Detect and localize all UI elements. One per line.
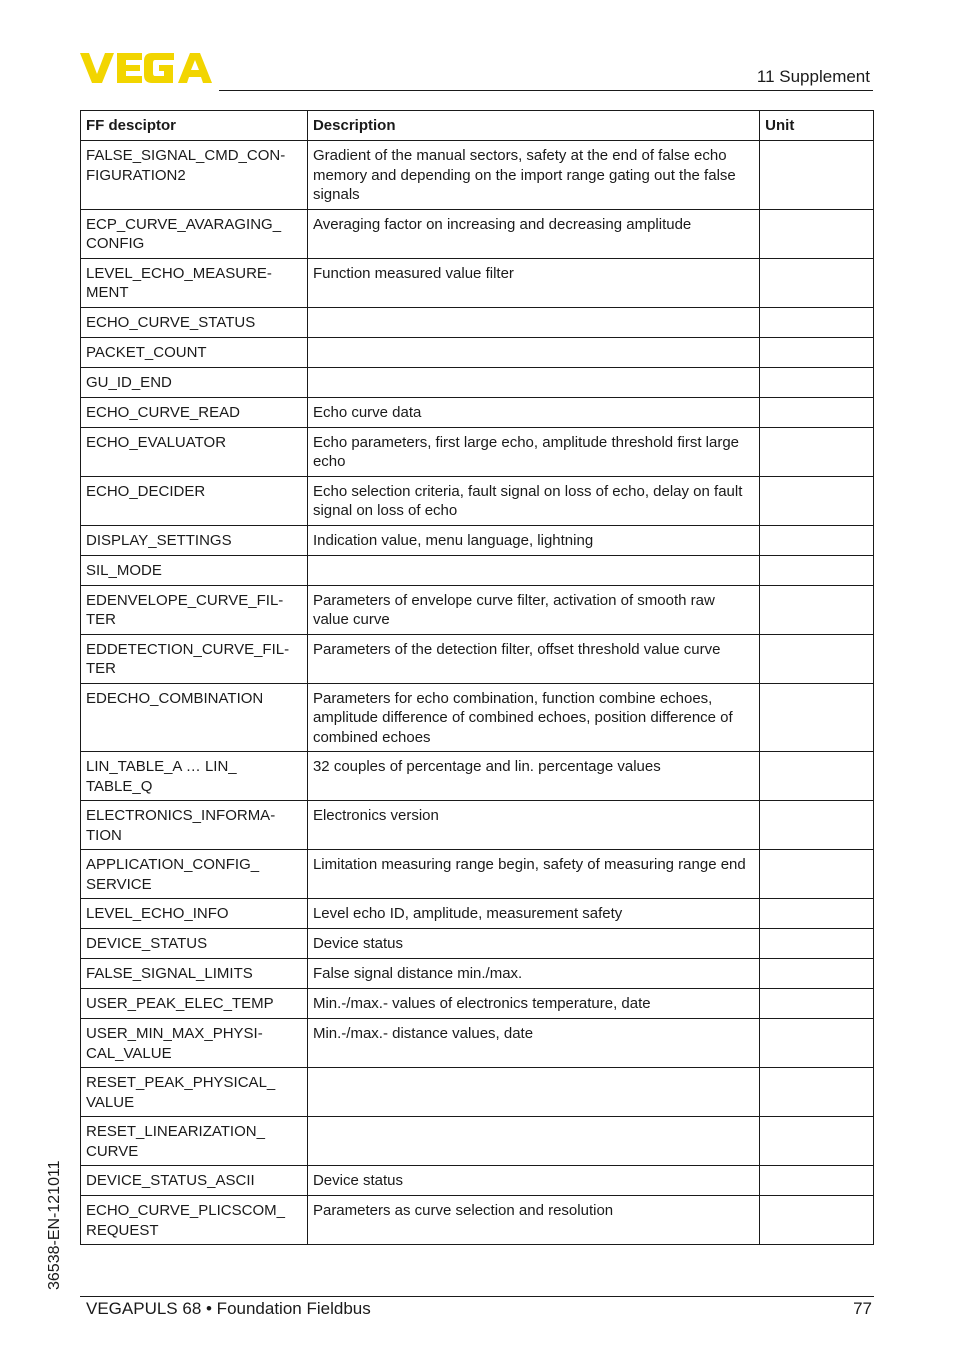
vega-logo	[80, 50, 212, 86]
descriptor-cell: ECHO_CURVE_PLICSCOM_ REQUEST	[81, 1196, 308, 1245]
description-cell	[307, 367, 759, 397]
description-cell: Parameters of the detection filter, offset threshold value curve	[307, 634, 759, 683]
description-cell: Gradient of the manual sectors, safety at the end of false echo memory and depending on the import range gating out the false signals	[307, 141, 759, 210]
table-row	[81, 850, 874, 899]
unit-cell	[760, 850, 874, 899]
table-row	[81, 141, 874, 210]
descriptor-cell: DEVICE_STATUS_ASCII	[81, 1166, 308, 1196]
unit-cell	[760, 801, 874, 850]
column-header-description: Description	[307, 111, 759, 141]
description-cell: Level echo ID, amplitude, measurement safety	[307, 899, 759, 929]
unit-cell	[760, 634, 874, 683]
descriptor-cell: DEVICE_STATUS	[81, 929, 308, 959]
unit-cell	[760, 989, 874, 1019]
page-number: 77	[853, 1299, 872, 1318]
footer-divider	[80, 1296, 874, 1297]
description-cell: Function measured value filter	[307, 258, 759, 307]
footer-title: VEGAPULS 68 • Foundation Fieldbus	[86, 1299, 371, 1318]
description-cell: Parameters as curve selection and resolution	[307, 1196, 759, 1245]
descriptor-cell: EDECHO_COMBINATION	[81, 683, 308, 752]
header-divider	[219, 90, 873, 91]
table-row	[81, 683, 874, 752]
column-header-descriptor: FF desciptor	[81, 111, 308, 141]
description-cell: 32 couples of percentage and lin. percentage values	[307, 752, 759, 801]
unit-cell	[760, 752, 874, 801]
description-cell	[307, 337, 759, 367]
descriptor-cell: RESET_LINEARIZATION_ CURVE	[81, 1117, 308, 1166]
unit-cell	[760, 929, 874, 959]
ff-descriptor-table	[80, 110, 874, 1245]
unit-cell	[760, 367, 874, 397]
table-row	[81, 209, 874, 258]
table-row	[81, 307, 874, 337]
column-header-unit: Unit	[760, 111, 874, 141]
descriptor-cell: DISPLAY_SETTINGS	[81, 525, 308, 555]
descriptor-cell: USER_PEAK_ELEC_TEMP	[81, 989, 308, 1019]
document-code: 36538-EN-121011	[46, 1160, 63, 1290]
description-cell: Echo selection criteria, fault signal on loss of echo, delay on fault signal on loss of echo	[307, 476, 759, 525]
description-cell: Min.-/max.- values of electronics temperature, date	[307, 989, 759, 1019]
description-cell: False signal distance min./max.	[307, 959, 759, 989]
table-row	[81, 634, 874, 683]
unit-cell	[760, 337, 874, 367]
table-row	[81, 1196, 874, 1245]
table-row	[81, 1166, 874, 1196]
table-row	[81, 989, 874, 1019]
description-cell: Limitation measuring range begin, safety of measuring range end	[307, 850, 759, 899]
table-row	[81, 337, 874, 367]
description-cell: Parameters for echo combination, function combine echoes, amplitude difference of combined echoes, position difference of combined echoes	[307, 683, 759, 752]
unit-cell	[760, 141, 874, 210]
descriptor-cell: FALSE_SIGNAL_LIMITS	[81, 959, 308, 989]
descriptor-cell: SIL_MODE	[81, 555, 308, 585]
unit-cell	[760, 555, 874, 585]
description-cell	[307, 307, 759, 337]
descriptor-cell: ELECTRONICS_INFORMA- TION	[81, 801, 308, 850]
descriptor-cell: USER_MIN_MAX_PHYSI- CAL_VALUE	[81, 1019, 308, 1068]
descriptor-cell: GU_ID_END	[81, 367, 308, 397]
table-row	[81, 476, 874, 525]
table-row	[81, 959, 874, 989]
descriptor-cell: FALSE_SIGNAL_CMD_CON- FIGURATION2	[81, 141, 308, 210]
descriptor-cell: ECHO_EVALUATOR	[81, 427, 308, 476]
descriptor-cell: EDDETECTION_CURVE_FIL- TER	[81, 634, 308, 683]
unit-cell	[760, 959, 874, 989]
descriptor-cell: ECHO_CURVE_STATUS	[81, 307, 308, 337]
unit-cell	[760, 397, 874, 427]
descriptor-cell: ECHO_DECIDER	[81, 476, 308, 525]
table-row	[81, 585, 874, 634]
descriptor-cell: LIN_TABLE_A … LIN_ TABLE_Q	[81, 752, 308, 801]
unit-cell	[760, 683, 874, 752]
unit-cell	[760, 1196, 874, 1245]
unit-cell	[760, 1068, 874, 1117]
descriptor-cell: APPLICATION_CONFIG_ SERVICE	[81, 850, 308, 899]
description-cell: Averaging factor on increasing and decreasing amplitude	[307, 209, 759, 258]
description-cell	[307, 555, 759, 585]
description-cell: Echo parameters, first large echo, amplitude threshold first large echo	[307, 427, 759, 476]
unit-cell	[760, 1117, 874, 1166]
table-body	[81, 141, 874, 1245]
unit-cell	[760, 307, 874, 337]
unit-cell	[760, 525, 874, 555]
unit-cell	[760, 209, 874, 258]
description-cell: Electronics version	[307, 801, 759, 850]
unit-cell	[760, 427, 874, 476]
descriptor-cell: PACKET_COUNT	[81, 337, 308, 367]
description-cell: Device status	[307, 929, 759, 959]
vega-logo-mark	[80, 50, 212, 86]
table-row	[81, 1068, 874, 1117]
table-row	[81, 801, 874, 850]
table-header-row	[81, 111, 874, 141]
description-cell: Indication value, menu language, lightning	[307, 525, 759, 555]
descriptor-cell: ECP_CURVE_AVARAGING_ CONFIG	[81, 209, 308, 258]
table-row	[81, 427, 874, 476]
unit-cell	[760, 899, 874, 929]
descriptor-cell: EDENVELOPE_CURVE_FIL- TER	[81, 585, 308, 634]
table-row	[81, 1117, 874, 1166]
table-row	[81, 258, 874, 307]
descriptor-cell: RESET_PEAK_PHYSICAL_ VALUE	[81, 1068, 308, 1117]
description-cell: Parameters of envelope curve filter, activation of smooth raw value curve	[307, 585, 759, 634]
description-cell: Min.-/max.- distance values, date	[307, 1019, 759, 1068]
table-row	[81, 525, 874, 555]
table-row	[81, 929, 874, 959]
unit-cell	[760, 476, 874, 525]
description-cell: Echo curve data	[307, 397, 759, 427]
table-row	[81, 752, 874, 801]
table-row	[81, 367, 874, 397]
section-title: 11 Supplement	[756, 67, 870, 86]
table-row	[81, 899, 874, 929]
description-cell: Device status	[307, 1166, 759, 1196]
unit-cell	[760, 1019, 874, 1068]
unit-cell	[760, 1166, 874, 1196]
descriptor-cell: LEVEL_ECHO_MEASURE- MENT	[81, 258, 308, 307]
descriptor-cell: LEVEL_ECHO_INFO	[81, 899, 308, 929]
unit-cell	[760, 258, 874, 307]
table-row	[81, 555, 874, 585]
unit-cell	[760, 585, 874, 634]
table-row	[81, 397, 874, 427]
description-cell	[307, 1117, 759, 1166]
table-row	[81, 1019, 874, 1068]
descriptor-cell: ECHO_CURVE_READ	[81, 397, 308, 427]
description-cell	[307, 1068, 759, 1117]
